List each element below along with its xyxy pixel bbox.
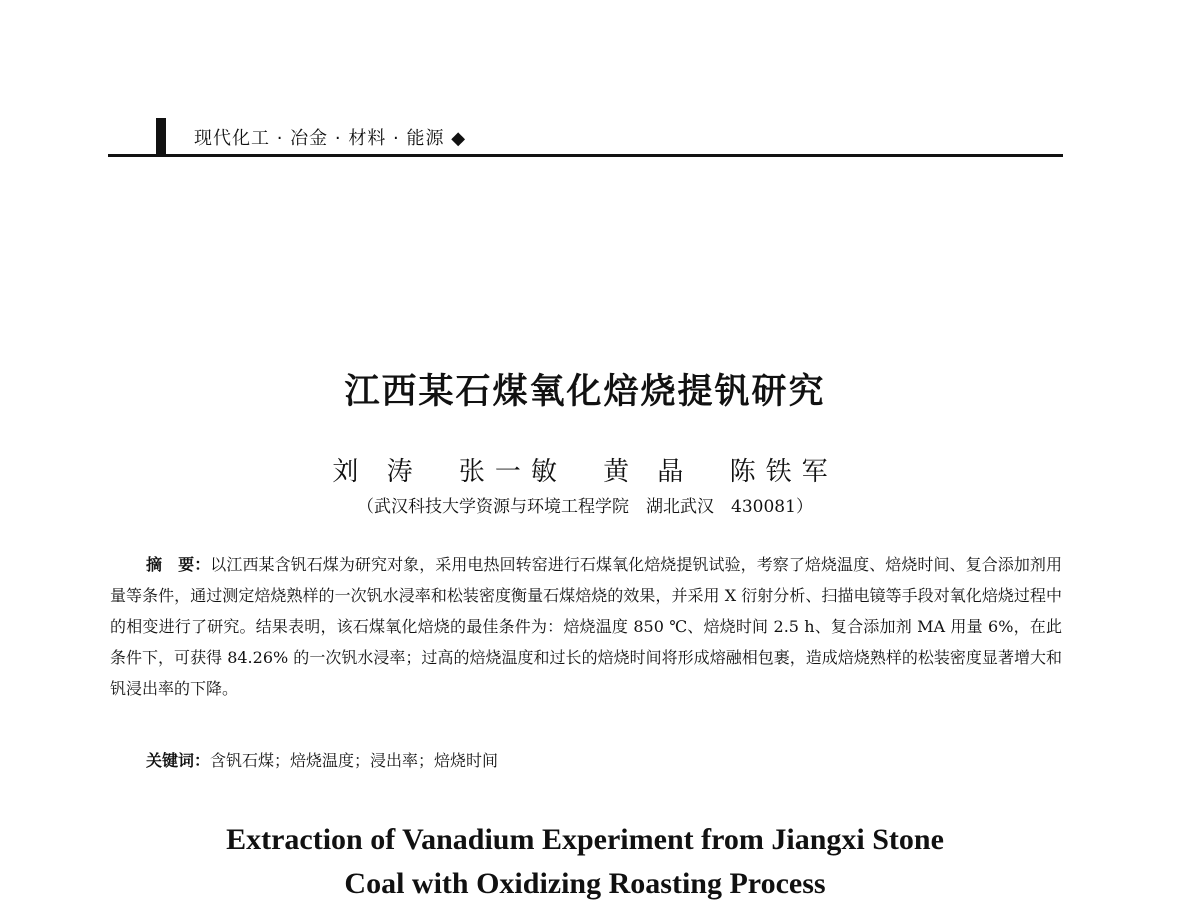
running-header [108, 118, 1063, 158]
abstract [110, 549, 1062, 704]
header-rule [108, 154, 1063, 157]
english-title-line-2: Coal with Oxidizing Roasting Process [344, 867, 826, 900]
english-title [0, 818, 1170, 906]
abstract-text: 以江西某含钒石煤为研究对象，采用电热回转窑进行石煤氧化焙烧提钒试验，考察了焙烧温度、焙烧时间、复合添加剂用量等条件，通过测定焙烧熟样的一次钒水浸率和松装密度衡量石煤焙烧的效果，并采用 X 衍射分析、扫描电镜等手段对氧化焙烧过程中的相变进行了研究。结果表明，该石煤氧化焙烧的最佳条件为：焙烧温度 850 ℃、焙烧时间 2.5 h、复合添加剂 MA 用量 6%，在此条件下，可获得 84.26% 的一次钒水浸率；过高的焙烧温度和过长的焙烧时间将形成熔融相包裹，造成焙烧熟样的松装密度显著增大和钒浸出率的下降。 [110, 555, 1062, 698]
header-bar [156, 118, 166, 154]
authors [0, 451, 1170, 488]
english-title-line-1: Extraction of Vanadium Experiment from Jiangxi Stone [226, 823, 944, 856]
journal-name: 现代化工 · 冶金 · 材料 · 能源 ◆ [194, 128, 467, 149]
keywords [146, 748, 498, 771]
keywords-label: 关键词： [146, 751, 211, 770]
keywords-text: 含钒石煤；焙烧温度；浸出率；焙烧时间 [210, 751, 499, 770]
author-4: 陈铁军 [729, 457, 838, 487]
paper-title: 江西某石煤氧化焙烧提钒研究 [344, 372, 826, 412]
author-2: 张一敏 [458, 457, 567, 487]
affiliation: （武汉科技大学资源与环境工程学院 湖北武汉 430081） [357, 497, 813, 517]
author-3: 黄 晶 [603, 457, 694, 487]
abstract-label: 摘 要： [146, 555, 211, 574]
author-1: 刘 涛 [332, 457, 423, 487]
